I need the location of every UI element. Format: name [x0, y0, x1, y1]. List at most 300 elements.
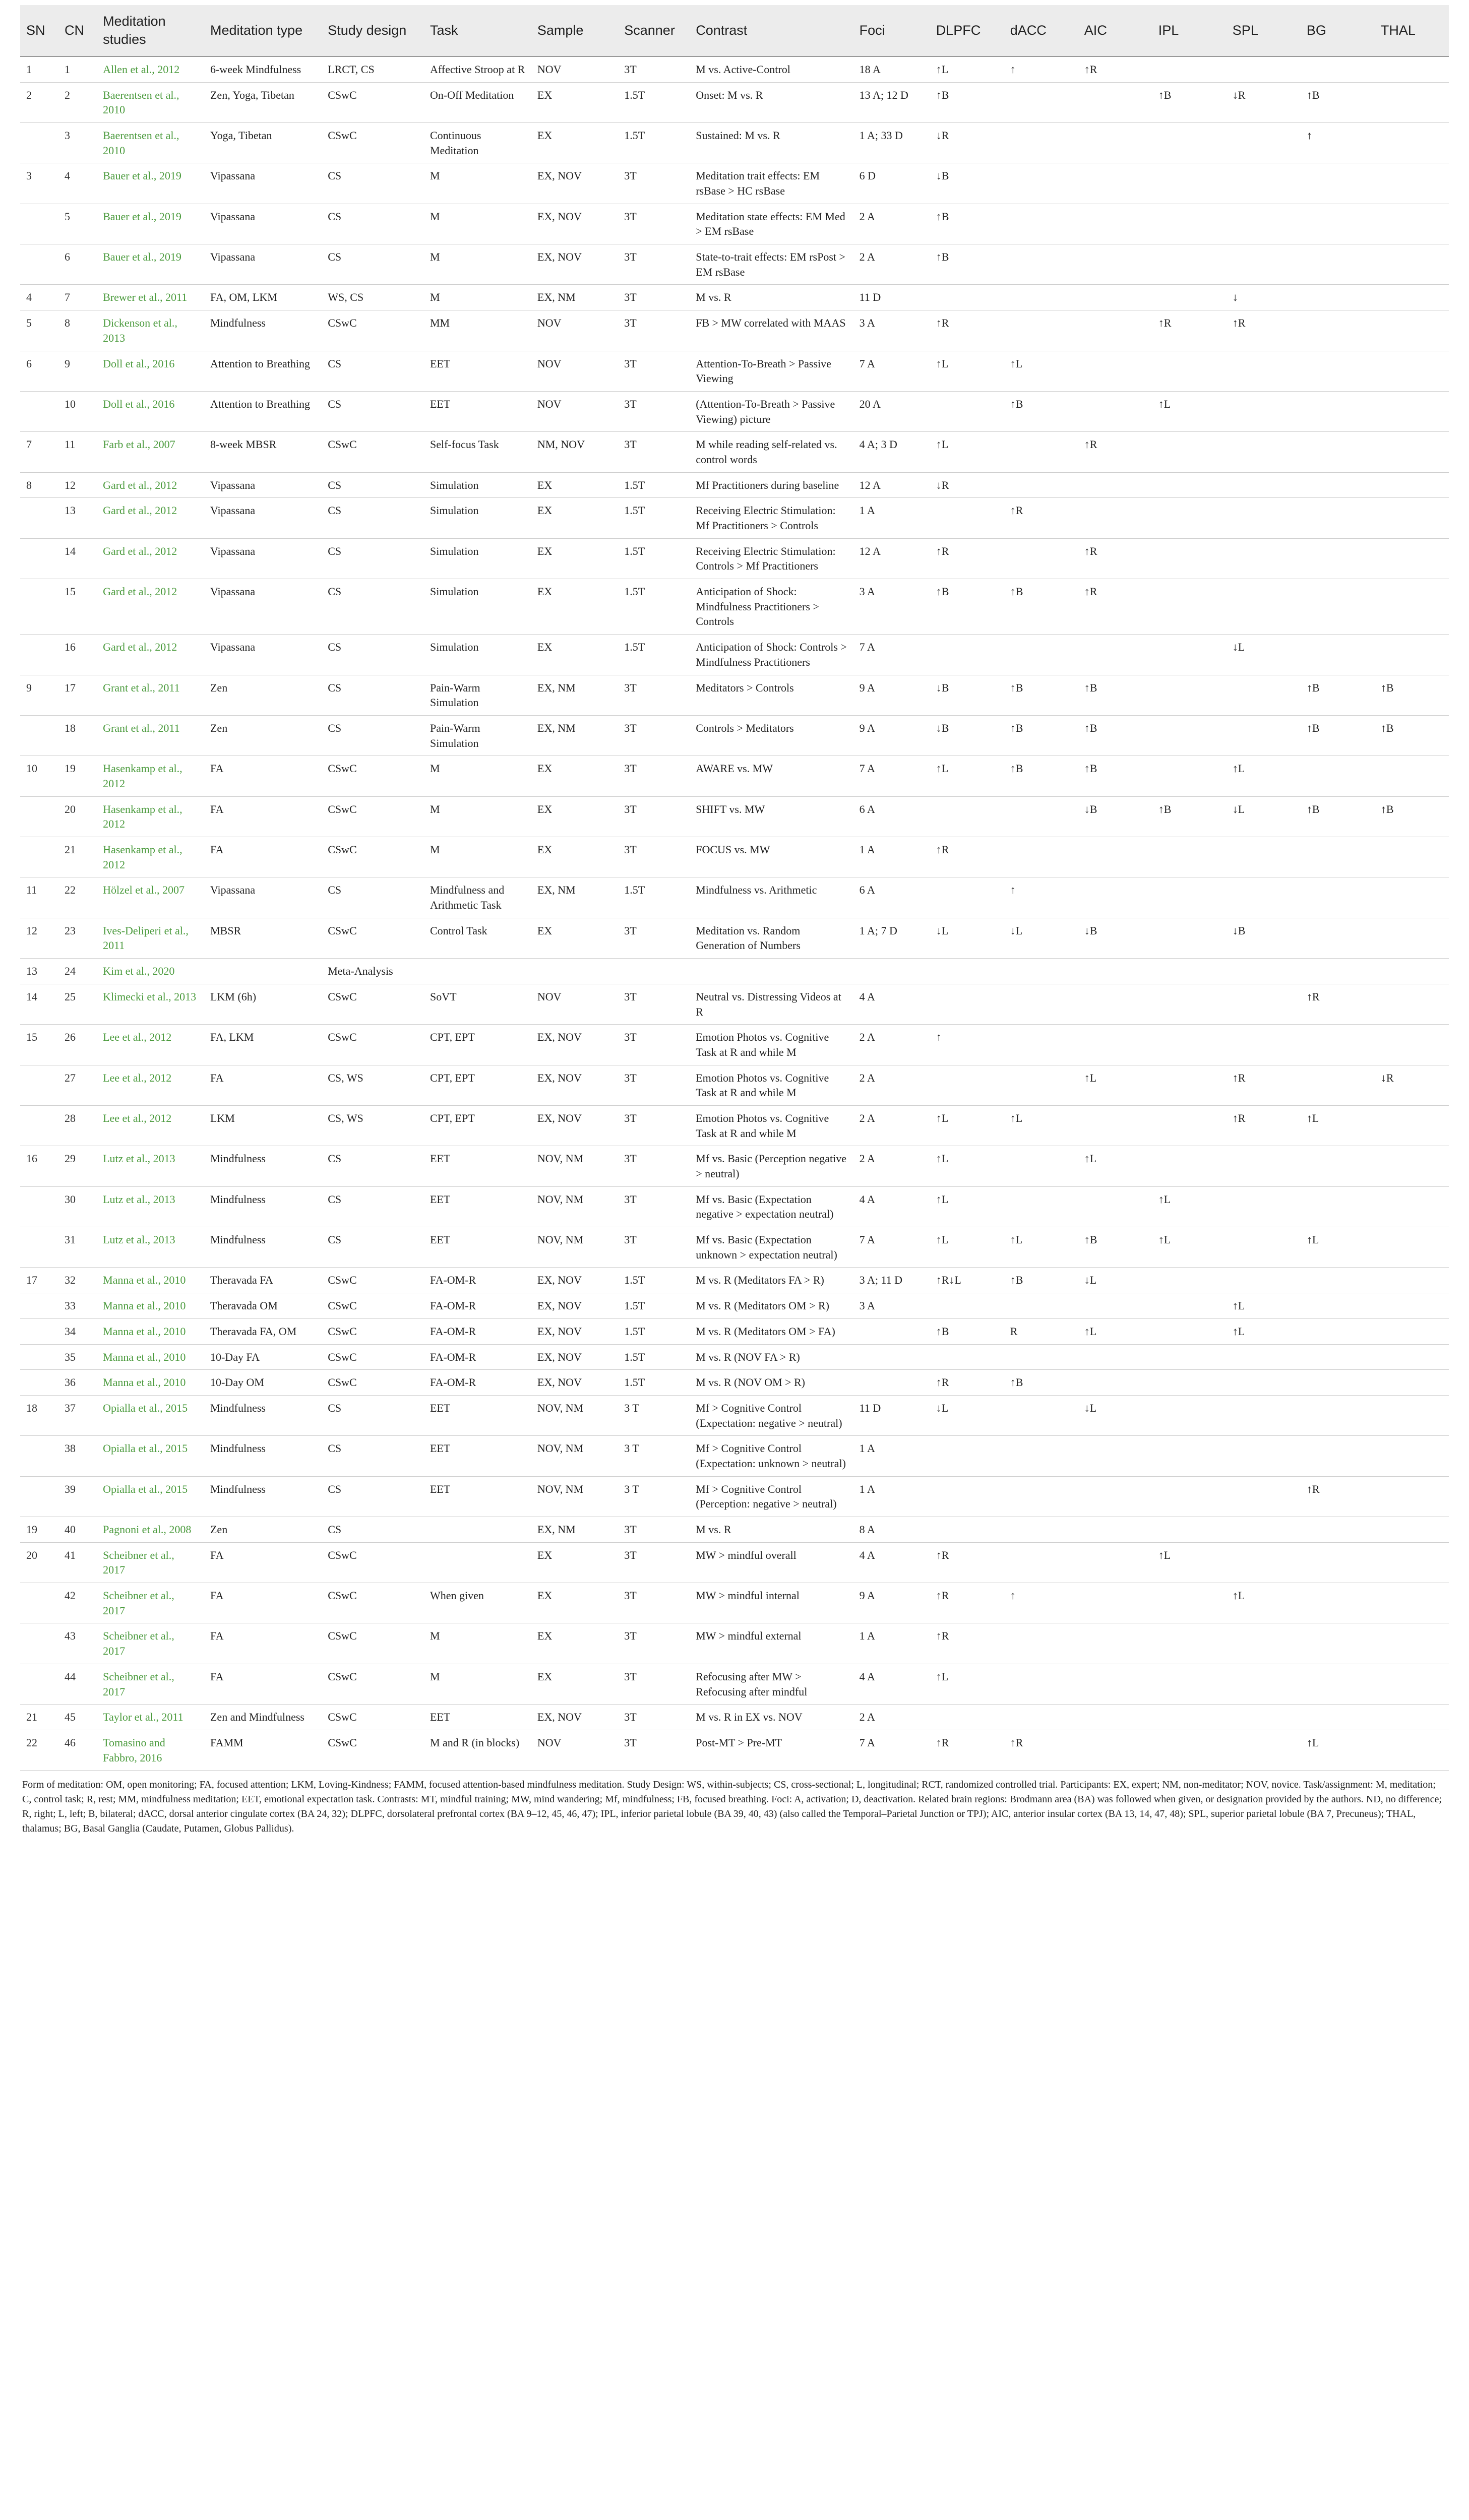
cell-ipl [1152, 837, 1227, 877]
cell-foci: 9 A [853, 1583, 930, 1623]
cell-type: FA, OM, LKM [204, 285, 322, 310]
cell-ipl [1152, 351, 1227, 391]
cell-scanner [618, 959, 690, 984]
cell-bg [1301, 1025, 1375, 1065]
cell-ipl [1152, 1395, 1227, 1435]
cell-contrast: Meditation vs. Random Generation of Numbers [690, 918, 853, 958]
cell-study[interactable]: Doll et al., 2016 [97, 351, 204, 391]
cell-contrast: Mf vs. Basic (Expectation unknown > expectation neutral) [690, 1227, 853, 1268]
cell-dlpfc [930, 796, 1004, 837]
cell-contrast: M vs. R (Meditators OM > R) [690, 1293, 853, 1319]
cell-dacc: ↑B [1004, 579, 1078, 635]
cell-study[interactable]: Scheibner et al., 2017 [97, 1623, 204, 1664]
cell-contrast: M vs. R (NOV OM > R) [690, 1370, 853, 1396]
cell-sn: 19 [20, 1517, 58, 1543]
cell-task: Pain-Warm Simulation [424, 675, 531, 715]
cell-task: EET [424, 1395, 531, 1435]
cell-design: CS [322, 715, 424, 755]
cell-thal [1375, 391, 1449, 431]
cell-contrast: State-to-trait effects: EM rsPost > EM rsBase [690, 244, 853, 285]
cell-sn: 2 [20, 82, 58, 122]
cell-study[interactable]: Farb et al., 2007 [97, 432, 204, 472]
cell-scanner: 1.5T [618, 1293, 690, 1319]
cell-bg [1301, 56, 1375, 82]
cell-spl [1227, 837, 1301, 877]
cell-contrast: FB > MW correlated with MAAS [690, 310, 853, 351]
cell-sn [20, 1186, 58, 1227]
cell-thal [1375, 351, 1449, 391]
cell-contrast: Mf vs. Basic (Perception negative > neutral) [690, 1146, 853, 1186]
cell-thal [1375, 1730, 1449, 1770]
cell-contrast: Mf > Cognitive Control (Perception: negative > neutral) [690, 1476, 853, 1517]
cell-foci: 2 A [853, 1065, 930, 1105]
cell-scanner: 3T [618, 1105, 690, 1146]
cell-spl [1227, 959, 1301, 984]
cell-study[interactable]: Manna et al., 2010 [97, 1268, 204, 1293]
cell-ipl [1152, 1105, 1227, 1146]
cell-spl [1227, 1227, 1301, 1268]
cell-scanner: 1.5T [618, 579, 690, 635]
cell-dacc [1004, 1186, 1078, 1227]
cell-study[interactable]: Brewer et al., 2011 [97, 285, 204, 310]
cell-ipl [1152, 1476, 1227, 1517]
cell-sn [20, 1344, 58, 1370]
meditation-studies-table [20, 5, 1449, 1771]
cell-contrast: FOCUS vs. MW [690, 837, 853, 877]
page [20, 0, 1449, 1843]
cell-aic: ↓B [1078, 796, 1152, 837]
cell-task: M [424, 756, 531, 796]
cell-design: CS [322, 1227, 424, 1268]
cell-aic [1078, 204, 1152, 244]
cell-study[interactable]: Gard et al., 2012 [97, 472, 204, 498]
cell-type: FA [204, 1664, 322, 1704]
table-row [20, 82, 1449, 122]
column-header-study: Meditation studies [97, 5, 204, 56]
cell-dlpfc: ↓B [930, 715, 1004, 755]
cell-dacc: ↑L [1004, 1227, 1078, 1268]
cell-study[interactable]: Baerentsen et al., 2010 [97, 82, 204, 122]
cell-sn [20, 796, 58, 837]
cell-spl [1227, 715, 1301, 755]
cell-bg [1301, 1065, 1375, 1105]
cell-task: FA-OM-R [424, 1344, 531, 1370]
cell-cn: 33 [58, 1293, 97, 1319]
cell-study[interactable]: Allen et al., 2012 [97, 56, 204, 82]
cell-sample: EX, NM [531, 675, 618, 715]
cell-scanner: 3T [618, 163, 690, 204]
table-row [20, 1065, 1449, 1105]
cell-task: M [424, 796, 531, 837]
cell-scanner: 3T [618, 285, 690, 310]
cell-foci: 4 A; 3 D [853, 432, 930, 472]
cell-task: Simulation [424, 472, 531, 498]
cell-type: LKM [204, 1105, 322, 1146]
cell-aic: ↑B [1078, 675, 1152, 715]
cell-study[interactable]: Bauer et al., 2019 [97, 204, 204, 244]
table-row [20, 285, 1449, 310]
cell-spl [1227, 56, 1301, 82]
cell-scanner: 3 T [618, 1436, 690, 1476]
cell-spl: ↓R [1227, 82, 1301, 122]
cell-aic [1078, 635, 1152, 675]
cell-dlpfc [930, 498, 1004, 538]
cell-contrast: Receiving Electric Stimulation: Controls > Mf Practitioners [690, 538, 853, 579]
cell-scanner: 3T [618, 204, 690, 244]
cell-study[interactable]: Gard et al., 2012 [97, 538, 204, 579]
cell-sn [20, 579, 58, 635]
cell-bg [1301, 163, 1375, 204]
cell-aic: ↓L [1078, 1268, 1152, 1293]
cell-bg [1301, 204, 1375, 244]
cell-study[interactable]: Scheibner et al., 2017 [97, 1664, 204, 1704]
cell-contrast: Emotion Photos vs. Cognitive Task at R and while M [690, 1105, 853, 1146]
cell-dacc: ↑L [1004, 351, 1078, 391]
cell-task: CPT, EPT [424, 1065, 531, 1105]
cell-spl: ↓L [1227, 635, 1301, 675]
cell-study[interactable]: Manna et al., 2010 [97, 1370, 204, 1396]
cell-foci: 1 A [853, 1436, 930, 1476]
cell-thal [1375, 918, 1449, 958]
cell-thal [1375, 756, 1449, 796]
cell-spl [1227, 1705, 1301, 1730]
cell-study[interactable]: Bauer et al., 2019 [97, 244, 204, 285]
cell-foci: 3 A [853, 579, 930, 635]
cell-design: CSwC [322, 1664, 424, 1704]
table-row [20, 498, 1449, 538]
cell-thal [1375, 56, 1449, 82]
cell-cn: 21 [58, 837, 97, 877]
cell-ipl [1152, 1436, 1227, 1476]
cell-sn [20, 391, 58, 431]
table-row [20, 756, 1449, 796]
cell-study[interactable]: Gard et al., 2012 [97, 579, 204, 635]
cell-bg [1301, 1318, 1375, 1344]
cell-sample: EX [531, 918, 618, 958]
cell-sn [20, 1664, 58, 1704]
cell-study[interactable]: Lutz et al., 2013 [97, 1146, 204, 1186]
cell-sample: NOV [531, 391, 618, 431]
cell-spl: ↓L [1227, 796, 1301, 837]
cell-foci: 2 A [853, 1146, 930, 1186]
cell-foci [853, 959, 930, 984]
cell-scanner: 3T [618, 1025, 690, 1065]
cell-sn: 13 [20, 959, 58, 984]
cell-cn: 9 [58, 351, 97, 391]
cell-study[interactable]: Scheibner et al., 2017 [97, 1542, 204, 1583]
cell-type: Attention to Breathing [204, 351, 322, 391]
cell-sample: NOV, NM [531, 1227, 618, 1268]
cell-sample: EX, NOV [531, 1344, 618, 1370]
cell-sample: EX [531, 635, 618, 675]
cell-sn: 5 [20, 310, 58, 351]
cell-bg [1301, 285, 1375, 310]
cell-ipl: ↑B [1152, 796, 1227, 837]
cell-spl: ↑L [1227, 1318, 1301, 1344]
cell-dacc: ↑B [1004, 1370, 1078, 1396]
cell-bg: ↑L [1301, 1227, 1375, 1268]
column-header-aic: AIC [1078, 5, 1152, 56]
cell-study[interactable]: Dickenson et al., 2013 [97, 310, 204, 351]
cell-bg [1301, 472, 1375, 498]
cell-design: CSwC [322, 1705, 424, 1730]
cell-study[interactable]: Pagnoni et al., 2008 [97, 1517, 204, 1543]
cell-design: CSwC [322, 432, 424, 472]
cell-study[interactable]: Bauer et al., 2019 [97, 163, 204, 204]
cell-task: EET [424, 1436, 531, 1476]
cell-dlpfc [930, 959, 1004, 984]
cell-thal [1375, 82, 1449, 122]
cell-study[interactable]: Kim et al., 2020 [97, 959, 204, 984]
cell-ipl [1152, 1293, 1227, 1319]
cell-foci: 1 A; 7 D [853, 918, 930, 958]
cell-scanner: 3T [618, 918, 690, 958]
cell-dacc [1004, 1146, 1078, 1186]
cell-design: CS [322, 204, 424, 244]
cell-task [424, 1517, 531, 1543]
cell-sn: 11 [20, 877, 58, 918]
cell-bg: ↑ [1301, 122, 1375, 163]
cell-spl [1227, 1664, 1301, 1704]
cell-thal: ↑B [1375, 796, 1449, 837]
cell-aic [1078, 122, 1152, 163]
cell-scanner: 3T [618, 715, 690, 755]
cell-thal [1375, 1227, 1449, 1268]
cell-sample: EX, NOV [531, 1705, 618, 1730]
cell-ipl [1152, 984, 1227, 1024]
cell-bg [1301, 498, 1375, 538]
cell-bg [1301, 1542, 1375, 1583]
cell-scanner: 3T [618, 1146, 690, 1186]
cell-study[interactable]: Lee et al., 2012 [97, 1025, 204, 1065]
cell-task: M [424, 1623, 531, 1664]
cell-study[interactable]: Gard et al., 2012 [97, 498, 204, 538]
cell-sn [20, 1227, 58, 1268]
cell-sample: EX [531, 1542, 618, 1583]
cell-study[interactable]: Scheibner et al., 2017 [97, 1583, 204, 1623]
cell-aic [1078, 877, 1152, 918]
cell-foci: 1 A [853, 1476, 930, 1517]
cell-aic: ↓L [1078, 1395, 1152, 1435]
cell-aic [1078, 1293, 1152, 1319]
cell-dlpfc [930, 391, 1004, 431]
cell-thal [1375, 310, 1449, 351]
cell-task: M [424, 204, 531, 244]
cell-aic [1078, 1476, 1152, 1517]
cell-dlpfc [930, 1517, 1004, 1543]
cell-sample: NOV [531, 310, 618, 351]
cell-thal [1375, 1370, 1449, 1396]
cell-study[interactable]: Manna et al., 2010 [97, 1318, 204, 1344]
cell-study[interactable]: Grant et al., 2011 [97, 715, 204, 755]
cell-study[interactable]: Gard et al., 2012 [97, 635, 204, 675]
cell-sample: EX [531, 1664, 618, 1704]
cell-dlpfc: ↑B [930, 579, 1004, 635]
cell-dlpfc: ↑ [930, 1025, 1004, 1065]
cell-study[interactable]: Hölzel et al., 2007 [97, 877, 204, 918]
cell-cn: 46 [58, 1730, 97, 1770]
cell-study[interactable]: Tomasino and Fabbro, 2016 [97, 1730, 204, 1770]
cell-type: Zen [204, 675, 322, 715]
cell-sn [20, 1623, 58, 1664]
table-row [20, 351, 1449, 391]
cell-ipl [1152, 756, 1227, 796]
cell-study[interactable]: Hasenkamp et al., 2012 [97, 796, 204, 837]
cell-study[interactable]: Manna et al., 2010 [97, 1344, 204, 1370]
cell-cn: 35 [58, 1344, 97, 1370]
cell-ipl [1152, 1065, 1227, 1105]
cell-bg: ↑B [1301, 796, 1375, 837]
cell-contrast: Mf > Cognitive Control (Expectation: negative > neutral) [690, 1395, 853, 1435]
cell-dacc: ↑ [1004, 1583, 1078, 1623]
cell-bg [1301, 959, 1375, 984]
cell-thal [1375, 579, 1449, 635]
cell-study[interactable]: Lee et al., 2012 [97, 1065, 204, 1105]
cell-aic: ↑R [1078, 579, 1152, 635]
cell-dacc: ↑B [1004, 756, 1078, 796]
cell-dacc [1004, 1344, 1078, 1370]
cell-type: FA [204, 756, 322, 796]
cell-scanner: 1.5T [618, 498, 690, 538]
cell-ipl [1152, 163, 1227, 204]
cell-aic: ↑B [1078, 1227, 1152, 1268]
cell-study[interactable]: Hasenkamp et al., 2012 [97, 756, 204, 796]
column-header-foci: Foci [853, 5, 930, 56]
cell-type: Vipassana [204, 877, 322, 918]
cell-task: Simulation [424, 538, 531, 579]
cell-dlpfc: ↑R [930, 310, 1004, 351]
cell-dlpfc: ↓L [930, 1395, 1004, 1435]
cell-sample: EX [531, 1623, 618, 1664]
cell-foci [853, 1370, 930, 1396]
cell-ipl [1152, 675, 1227, 715]
cell-scanner: 3T [618, 1227, 690, 1268]
cell-study[interactable]: Grant et al., 2011 [97, 675, 204, 715]
cell-aic [1078, 472, 1152, 498]
column-header-scanner: Scanner [618, 5, 690, 56]
cell-type: MBSR [204, 918, 322, 958]
cell-contrast: SHIFT vs. MW [690, 796, 853, 837]
cell-design: CSwC [322, 1542, 424, 1583]
cell-sample: NOV [531, 56, 618, 82]
cell-design: CS [322, 675, 424, 715]
cell-contrast: M vs. R (Meditators OM > FA) [690, 1318, 853, 1344]
cell-design: CSwC [322, 1623, 424, 1664]
table-row [20, 1318, 1449, 1344]
cell-study[interactable]: Opialla et al., 2015 [97, 1395, 204, 1435]
cell-study[interactable]: Doll et al., 2016 [97, 391, 204, 431]
cell-task: M and R (in blocks) [424, 1730, 531, 1770]
cell-study[interactable]: Baerentsen et al., 2010 [97, 122, 204, 163]
cell-design: CS [322, 579, 424, 635]
cell-study[interactable]: Opialla et al., 2015 [97, 1436, 204, 1476]
cell-cn: 38 [58, 1436, 97, 1476]
cell-cn: 39 [58, 1476, 97, 1517]
cell-thal [1375, 1705, 1449, 1730]
table-row [20, 1105, 1449, 1146]
cell-contrast: Refocusing after MW > Refocusing after mindful [690, 1664, 853, 1704]
cell-sn: 22 [20, 1730, 58, 1770]
cell-sn: 20 [20, 1542, 58, 1583]
cell-sn: 12 [20, 918, 58, 958]
cell-type: Vipassana [204, 579, 322, 635]
cell-cn: 42 [58, 1583, 97, 1623]
cell-aic [1078, 1517, 1152, 1543]
cell-ipl [1152, 122, 1227, 163]
cell-dacc [1004, 959, 1078, 984]
cell-dlpfc: ↑B [930, 1318, 1004, 1344]
cell-dlpfc [930, 1065, 1004, 1105]
cell-study[interactable]: Manna et al., 2010 [97, 1293, 204, 1319]
cell-task: EET [424, 1186, 531, 1227]
cell-design: CSwC [322, 756, 424, 796]
cell-study[interactable]: Lee et al., 2012 [97, 1105, 204, 1146]
cell-study[interactable]: Ives-Deliperi et al., 2011 [97, 918, 204, 958]
cell-cn: 28 [58, 1105, 97, 1146]
cell-study[interactable]: Klimecki et al., 2013 [97, 984, 204, 1024]
cell-foci: 7 A [853, 1227, 930, 1268]
cell-dacc [1004, 1705, 1078, 1730]
cell-study[interactable]: Taylor et al., 2011 [97, 1705, 204, 1730]
cell-thal [1375, 1436, 1449, 1476]
cell-foci: 4 A [853, 1664, 930, 1704]
table-row [20, 1344, 1449, 1370]
cell-design: CSwC [322, 1318, 424, 1344]
cell-design: CS [322, 1476, 424, 1517]
cell-spl [1227, 1730, 1301, 1770]
cell-thal [1375, 635, 1449, 675]
cell-study[interactable]: Lutz et al., 2013 [97, 1186, 204, 1227]
cell-contrast: M vs. R (NOV FA > R) [690, 1344, 853, 1370]
cell-sample: NOV, NM [531, 1186, 618, 1227]
table-row [20, 1146, 1449, 1186]
cell-task: FA-OM-R [424, 1318, 531, 1344]
cell-study[interactable]: Lutz et al., 2013 [97, 1227, 204, 1268]
cell-study[interactable]: Opialla et al., 2015 [97, 1476, 204, 1517]
cell-ipl [1152, 1146, 1227, 1186]
cell-cn: 40 [58, 1517, 97, 1543]
cell-aic [1078, 391, 1152, 431]
cell-sn [20, 1105, 58, 1146]
cell-dacc [1004, 984, 1078, 1024]
cell-dacc [1004, 796, 1078, 837]
cell-contrast: Anticipation of Shock: Controls > Mindfulness Practitioners [690, 635, 853, 675]
cell-sn: 16 [20, 1146, 58, 1186]
cell-aic [1078, 1186, 1152, 1227]
cell-sample: EX [531, 579, 618, 635]
cell-sample: EX, NOV [531, 1370, 618, 1396]
cell-task: FA-OM-R [424, 1293, 531, 1319]
cell-spl [1227, 498, 1301, 538]
cell-scanner: 1.5T [618, 1318, 690, 1344]
cell-sn [20, 244, 58, 285]
cell-study[interactable]: Hasenkamp et al., 2012 [97, 837, 204, 877]
cell-type: Zen, Yoga, Tibetan [204, 82, 322, 122]
cell-ipl: ↑L [1152, 1227, 1227, 1268]
cell-dlpfc: ↑L [930, 1227, 1004, 1268]
cell-foci: 2 A [853, 244, 930, 285]
cell-spl [1227, 1517, 1301, 1543]
cell-sample: EX, NOV [531, 163, 618, 204]
cell-type: Vipassana [204, 498, 322, 538]
cell-task: M [424, 285, 531, 310]
table-row [20, 1025, 1449, 1065]
cell-scanner: 1.5T [618, 1370, 690, 1396]
cell-task: EET [424, 1146, 531, 1186]
cell-cn: 12 [58, 472, 97, 498]
cell-contrast: Meditators > Controls [690, 675, 853, 715]
cell-scanner: 3T [618, 56, 690, 82]
